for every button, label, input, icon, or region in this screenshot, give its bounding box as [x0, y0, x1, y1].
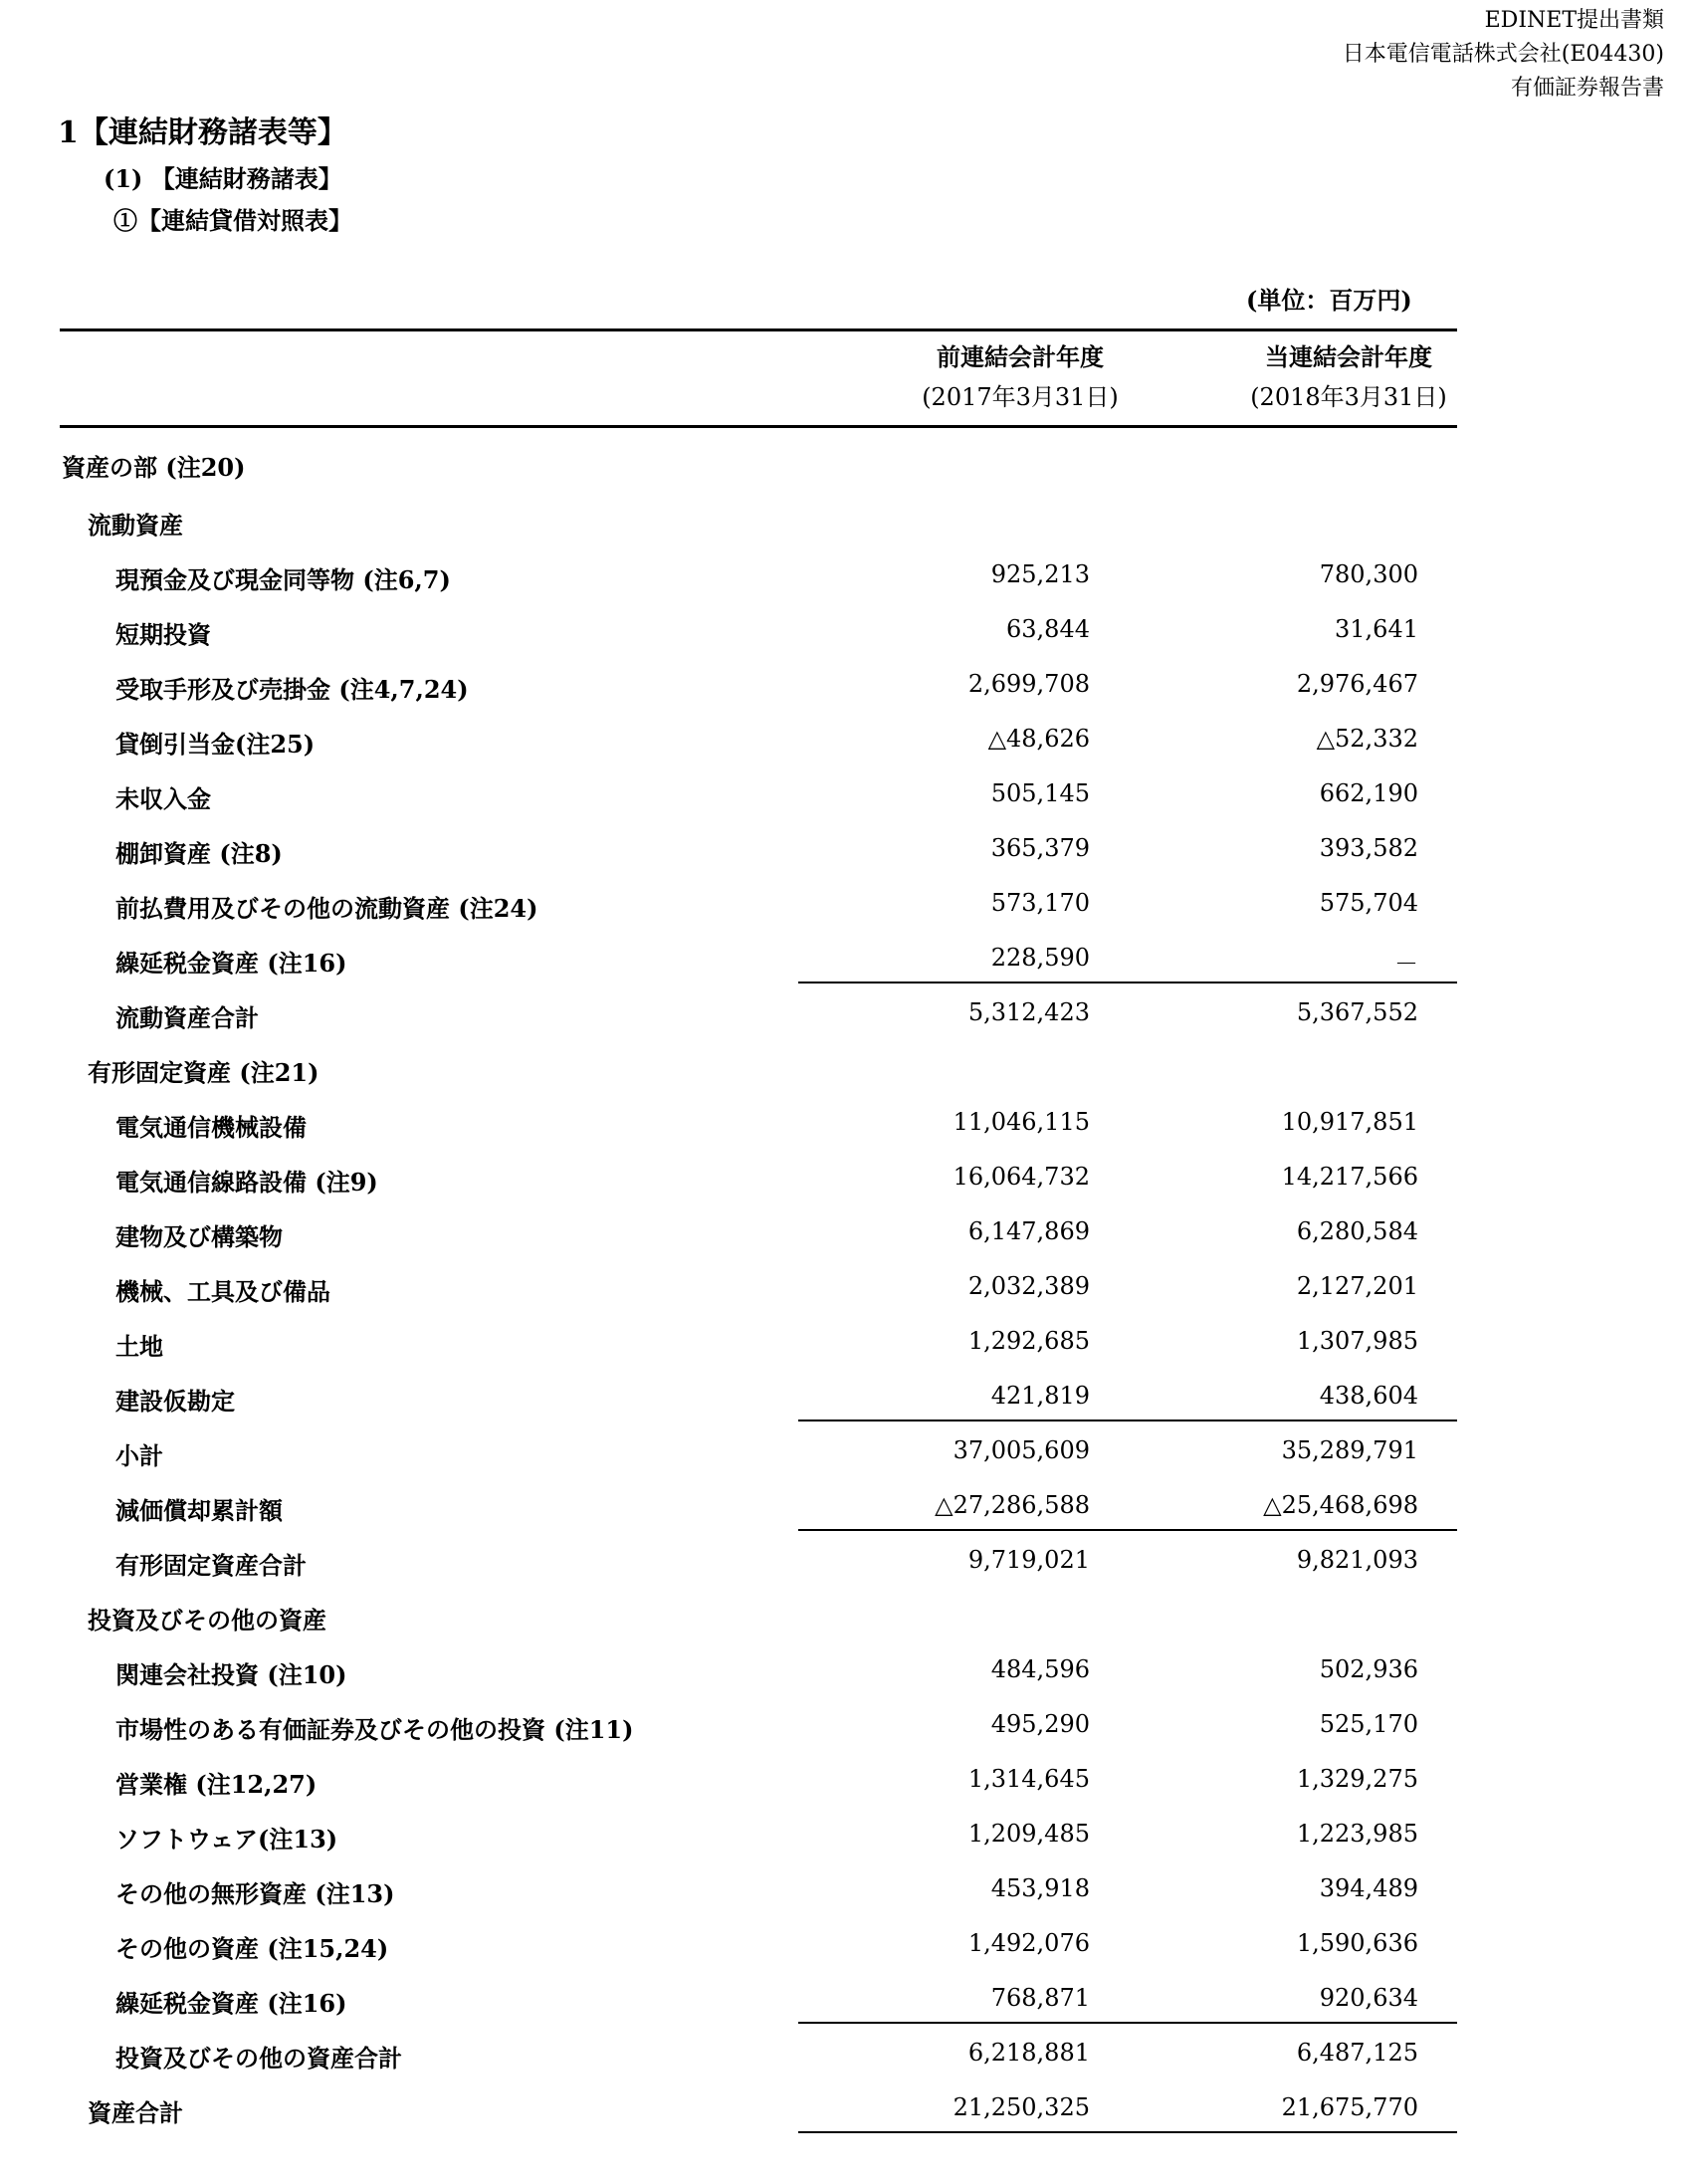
- row-label: 有形固定資産合計: [115, 1551, 307, 1580]
- subtitle: (1) 【連結財務諸表】: [104, 164, 342, 193]
- value-prev: 573,170: [990, 889, 1090, 917]
- row-label: 市場性のある有価証券及びその他の投資 (注11): [115, 1715, 634, 1744]
- row-label: 前払費用及びその他の流動資産 (注24): [115, 894, 538, 923]
- value-curr: 14,217,566: [1281, 1163, 1418, 1191]
- table-row: [60, 873, 1457, 928]
- balance-sheet-table: [60, 328, 1457, 2132]
- value-prev: 21,250,325: [953, 2093, 1090, 2121]
- table-row: [60, 1694, 1457, 1749]
- row-label: 土地: [115, 1332, 163, 1361]
- value-prev: 1,314,645: [967, 1765, 1090, 1793]
- value-curr: 35,289,791: [1281, 1436, 1418, 1464]
- column-name: 当連結会計年度: [1265, 342, 1432, 371]
- row-label: ソフトウェア(注13): [115, 1825, 338, 1854]
- column-header-curr: [1194, 337, 1503, 417]
- row-label: その他の無形資産 (注13): [115, 1879, 395, 1908]
- value-curr: 9,821,093: [1296, 1546, 1418, 1574]
- report-name: 有価証券報告書: [1510, 76, 1664, 101]
- table-header: [60, 328, 1457, 428]
- value-prev: △27,286,588: [935, 1491, 1090, 1519]
- row-label: 営業権 (注12,27): [115, 1770, 318, 1799]
- value-curr: 31,641: [1335, 615, 1418, 643]
- row-label: 受取手形及び売掛金 (注4,7,24): [115, 675, 469, 704]
- page-title: 1【連結財務諸表等】: [58, 115, 347, 150]
- value-curr: 525,170: [1319, 1710, 1418, 1738]
- table-row: [60, 1366, 1457, 1420]
- row-label: 関連会社投資 (注10): [115, 1660, 347, 1689]
- table-row: [60, 545, 1457, 599]
- value-prev: 495,290: [990, 1710, 1090, 1738]
- column-date: (2018年3月31日): [1250, 383, 1447, 411]
- row-label: 資産合計: [88, 2098, 183, 2127]
- table-row: [60, 1585, 1457, 1639]
- row-label: 建設仮勘定: [115, 1387, 235, 1416]
- table-row: [60, 1968, 1457, 2023]
- row-label: 減価償却累計額: [115, 1496, 283, 1525]
- table-body: [60, 428, 1457, 2132]
- document-header: [1343, 4, 1664, 106]
- row-label: 電気通信線路設備 (注9): [115, 1168, 378, 1197]
- unit-label: (単位：百万円): [1246, 286, 1412, 315]
- value-curr: 1,223,985: [1296, 1820, 1418, 1848]
- table-row: [60, 983, 1457, 1037]
- row-label: 貸倒引当金(注25): [115, 730, 316, 759]
- value-curr: 920,634: [1319, 1984, 1418, 2012]
- value-prev: 768,871: [990, 1984, 1090, 2012]
- row-label: 建物及び構築物: [115, 1222, 283, 1251]
- doc-type: EDINET提出書類: [1484, 8, 1664, 33]
- value-prev: 505,145: [990, 779, 1090, 807]
- table-row: [60, 1913, 1457, 1968]
- row-label: 現預金及び現金同等物 (注6,7): [115, 565, 451, 594]
- table-row: [60, 1256, 1457, 1311]
- value-curr: －: [1394, 950, 1418, 978]
- table-row: [60, 2023, 1457, 2077]
- table-row: [60, 1475, 1457, 1530]
- table-row: [60, 654, 1457, 709]
- value-curr: 502,936: [1319, 1655, 1418, 1683]
- row-label: 投資及びその他の資産: [88, 1606, 326, 1635]
- column-header-prev: [866, 337, 1174, 417]
- value-prev: 5,312,423: [967, 998, 1090, 1026]
- table-row: [60, 1749, 1457, 1804]
- column-name: 前連結会計年度: [937, 342, 1104, 371]
- value-curr: 2,976,467: [1296, 670, 1418, 698]
- value-prev: 2,032,389: [967, 1272, 1090, 1300]
- table-row: [60, 599, 1457, 654]
- table-row: [60, 1092, 1457, 1147]
- value-prev: 484,596: [990, 1655, 1090, 1683]
- table-row: [60, 1201, 1457, 1256]
- value-prev: 228,590: [990, 944, 1090, 972]
- table-row: [60, 1311, 1457, 1366]
- value-prev: 453,918: [990, 1874, 1090, 1902]
- table-row: [60, 709, 1457, 764]
- value-curr: 6,280,584: [1296, 1217, 1418, 1245]
- table-row: [60, 1639, 1457, 1694]
- value-prev: 421,819: [990, 1382, 1090, 1410]
- value-prev: 1,492,076: [967, 1929, 1090, 1957]
- row-label: 繰延税金資産 (注16): [115, 949, 347, 978]
- row-label: 小計: [115, 1441, 163, 1470]
- value-curr: 1,590,636: [1296, 1929, 1418, 1957]
- value-curr: 662,190: [1319, 779, 1418, 807]
- row-label: 繰延税金資産 (注16): [115, 1989, 347, 2018]
- value-prev: 37,005,609: [953, 1436, 1090, 1464]
- table-row: [60, 764, 1457, 818]
- value-curr: 1,307,985: [1296, 1327, 1418, 1355]
- row-label: 投資及びその他の資産合計: [115, 2044, 402, 2073]
- value-prev: 11,046,115: [953, 1108, 1090, 1136]
- value-curr: 575,704: [1319, 889, 1418, 917]
- row-label: その他の資産 (注15,24): [115, 1934, 389, 1963]
- table-row: [60, 1530, 1457, 1585]
- value-curr: △52,332: [1316, 725, 1418, 753]
- value-curr: 780,300: [1319, 560, 1418, 588]
- value-prev: 365,379: [990, 834, 1090, 862]
- table-row: [60, 1037, 1457, 1092]
- value-curr: 1,329,275: [1296, 1765, 1418, 1793]
- value-prev: △48,626: [987, 725, 1090, 753]
- value-curr: 2,127,201: [1296, 1272, 1418, 1300]
- table-row: [60, 1804, 1457, 1858]
- table-row: [60, 428, 1457, 490]
- value-curr: 438,604: [1319, 1382, 1418, 1410]
- row-label: 短期投資: [115, 620, 211, 649]
- table-row: [60, 1420, 1457, 1475]
- row-label: 電気通信機械設備: [115, 1113, 307, 1142]
- rule-line: [798, 2131, 1457, 2133]
- value-curr: △25,468,698: [1263, 1491, 1418, 1519]
- row-label: 資産の部 (注20): [62, 453, 246, 482]
- value-curr: 6,487,125: [1296, 2039, 1418, 2067]
- value-curr: 393,582: [1319, 834, 1418, 862]
- value-prev: 2,699,708: [967, 670, 1090, 698]
- section-title: ①【連結貸借対照表】: [113, 206, 352, 235]
- row-label: 流動資産合計: [115, 1003, 259, 1032]
- table-row: [60, 2077, 1457, 2132]
- value-prev: 9,719,021: [967, 1546, 1090, 1574]
- value-curr: 394,489: [1319, 1874, 1418, 1902]
- row-label: 未収入金: [115, 784, 211, 813]
- company-name: 日本電信電話株式会社(E04430): [1342, 42, 1664, 67]
- table-row: [60, 818, 1457, 873]
- value-prev: 63,844: [1006, 615, 1090, 643]
- row-label: 流動資産: [88, 511, 183, 540]
- value-prev: 1,209,485: [967, 1820, 1090, 1848]
- table-row: [60, 1147, 1457, 1201]
- value-curr: 10,917,851: [1281, 1108, 1418, 1136]
- table-row: [60, 1858, 1457, 1913]
- value-curr: 21,675,770: [1281, 2093, 1418, 2121]
- value-prev: 6,147,869: [967, 1217, 1090, 1245]
- row-label: 有形固定資産 (注21): [88, 1058, 319, 1087]
- value-prev: 1,292,685: [967, 1327, 1090, 1355]
- value-prev: 6,218,881: [967, 2039, 1090, 2067]
- value-curr: 5,367,552: [1296, 998, 1418, 1026]
- table-row: [60, 928, 1457, 983]
- value-prev: 925,213: [990, 560, 1090, 588]
- table-row: [60, 490, 1457, 545]
- row-label: 棚卸資産 (注8): [115, 839, 283, 868]
- row-label: 機械、工具及び備品: [115, 1277, 330, 1306]
- column-date: (2017年3月31日): [922, 383, 1119, 411]
- value-prev: 16,064,732: [953, 1163, 1090, 1191]
